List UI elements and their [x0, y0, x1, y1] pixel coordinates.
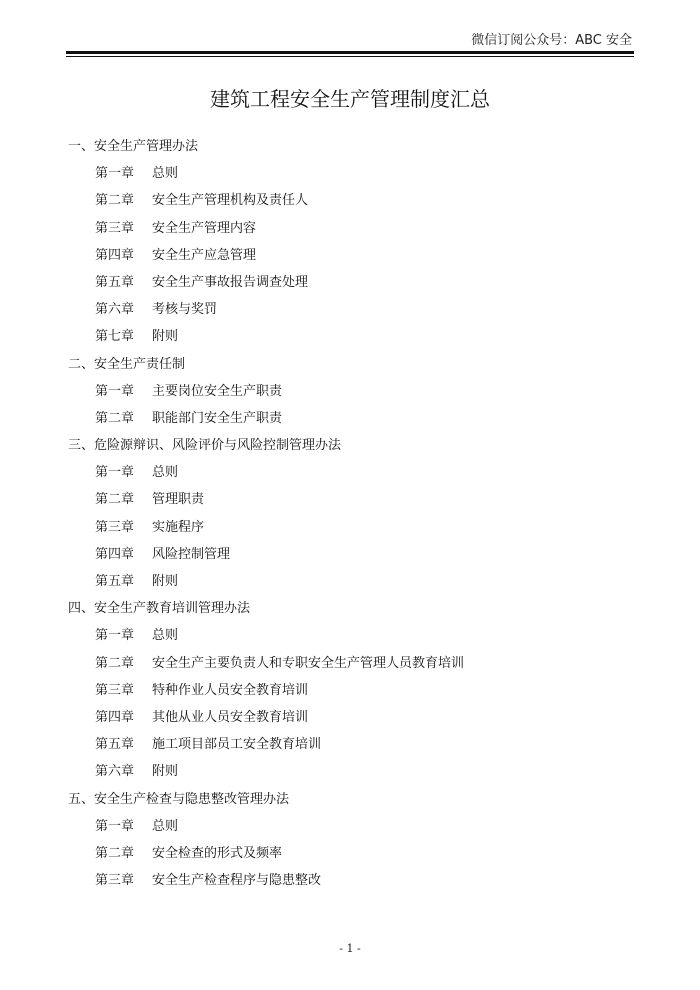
- toc-chapter-item: [0, 486, 700, 513]
- toc-section-heading: 五、安全生产检查与隐患整改管理办法: [68, 791, 290, 807]
- chapter-number: 第六章: [95, 302, 135, 318]
- toc-chapter-item: [0, 296, 700, 323]
- toc-chapter-item: [0, 323, 700, 350]
- chapter-number: 第三章: [95, 873, 135, 889]
- toc-chapter-item: [0, 677, 700, 704]
- chapter-number: 第七章: [95, 329, 135, 345]
- toc-chapter-item: [0, 758, 700, 785]
- chapter-title: 安全生产事故报告调查处理: [152, 274, 309, 290]
- toc-chapter-item: [0, 867, 700, 894]
- toc-chapter-item: [0, 731, 700, 758]
- toc-chapter-item: [0, 405, 700, 432]
- chapter-number: 第四章: [95, 546, 135, 562]
- chapter-number: 第一章: [95, 628, 135, 644]
- header-rule-thin: [66, 56, 634, 57]
- chapter-number: 第六章: [95, 764, 135, 780]
- toc-chapter-item: [0, 704, 700, 731]
- chapter-title: 安全生产管理内容: [152, 220, 257, 236]
- chapter-number: 第二章: [95, 492, 135, 508]
- toc-chapter-item: [0, 459, 700, 486]
- chapter-number: 第三章: [95, 519, 135, 535]
- chapter-title: 总则: [152, 465, 179, 481]
- chapter-number: 第四章: [95, 709, 135, 725]
- chapter-title: 实施程序: [152, 519, 205, 535]
- toc-chapter-item: [0, 813, 700, 840]
- chapter-number: 第一章: [95, 166, 135, 182]
- header-account-text: 微信订阅公众号：ABC 安全: [471, 33, 632, 48]
- chapter-number: 第五章: [95, 274, 135, 290]
- toc-chapter-item: [0, 840, 700, 867]
- chapter-number: 第五章: [95, 737, 135, 753]
- toc-chapter-item: [0, 269, 700, 296]
- toc-section-heading: 四、安全生产教育培训管理办法: [68, 601, 251, 617]
- document-title: 建筑工程安全生产管理制度汇总: [210, 87, 490, 111]
- chapter-title: 附则: [152, 329, 179, 345]
- toc-chapter-item: [0, 160, 700, 187]
- toc-chapter-item: [0, 242, 700, 269]
- toc-chapter-item: [0, 378, 700, 405]
- chapter-number: 第一章: [95, 383, 135, 399]
- chapter-number: 第二章: [95, 845, 135, 861]
- toc-chapter-item: [0, 650, 700, 677]
- chapter-number: 第二章: [95, 655, 135, 671]
- chapter-number: 第五章: [95, 574, 135, 589]
- chapter-title: 施工项目部员工安全教育培训: [152, 737, 322, 753]
- toc-chapter-item: [0, 187, 700, 214]
- chapter-title: 附则: [152, 574, 179, 589]
- toc-section-heading: 三、危险源辩识、风险评价与风险控制管理办法: [68, 438, 342, 454]
- toc-chapter-item: [0, 215, 700, 242]
- toc-chapter-item: [0, 514, 700, 541]
- chapter-title: 附则: [152, 764, 179, 780]
- chapter-title: 考核与奖罚: [152, 302, 218, 318]
- chapter-title: 特种作业人员安全教育培训: [152, 682, 309, 698]
- chapter-title: 总则: [152, 166, 179, 182]
- chapter-title: 安全生产应急管理: [152, 247, 257, 263]
- chapter-title: 其他从业人员安全教育培训: [152, 709, 309, 725]
- chapter-title: 安全生产检查程序与隐患整改: [152, 873, 322, 889]
- chapter-number: 第四章: [95, 247, 135, 263]
- chapter-title: 职能部门安全生产职责: [152, 410, 283, 426]
- chapter-title: 总则: [152, 628, 179, 644]
- toc-chapter-item: [0, 622, 700, 649]
- table-of-contents: [0, 133, 700, 894]
- chapter-title: 安全生产管理机构及责任人: [152, 193, 309, 209]
- chapter-title: 安全检查的形式及频率: [152, 845, 283, 861]
- chapter-title: 主要岗位安全生产职责: [152, 383, 283, 399]
- chapter-number: 第一章: [95, 465, 135, 481]
- chapter-title: 管理职责: [152, 492, 205, 508]
- chapter-number: 第三章: [95, 220, 135, 236]
- toc-chapter-item: [0, 568, 700, 595]
- toc-section-heading: 二、安全生产责任制: [68, 356, 186, 372]
- header-rule-thick: [66, 51, 634, 54]
- chapter-title: 风险控制管理: [152, 546, 231, 562]
- chapter-number: 第二章: [95, 410, 135, 426]
- chapter-number: 第二章: [95, 193, 135, 209]
- page-number: - 1 -: [339, 942, 361, 955]
- toc-chapter-item: [0, 541, 700, 568]
- chapter-number: 第三章: [95, 682, 135, 698]
- chapter-title: 安全生产主要负责人和专职安全生产管理人员教育培训: [152, 655, 465, 671]
- chapter-title: 总则: [152, 818, 179, 834]
- chapter-number: 第一章: [95, 818, 135, 834]
- toc-section-heading: 一、安全生产管理办法: [68, 139, 199, 154]
